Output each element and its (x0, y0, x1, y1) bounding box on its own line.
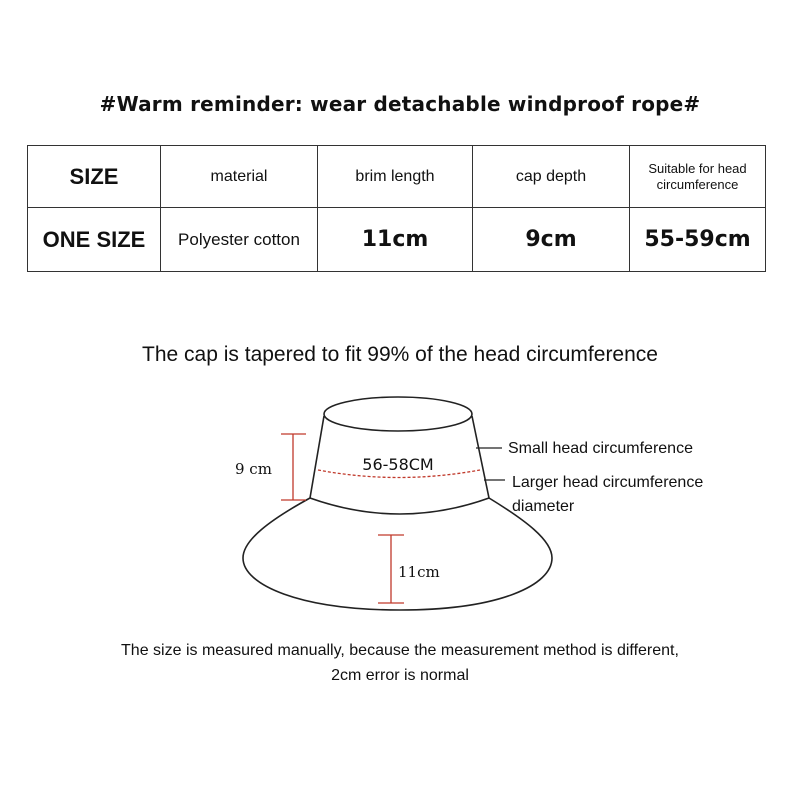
measurement-note-line1: The size is measured manually, because the measurement method is different, (121, 642, 679, 659)
value-material: Polyester cotton (161, 208, 318, 272)
warm-reminder: #Warm reminder: wear detachable windproof rope# (99, 92, 701, 116)
header-brim-length: brim length (318, 146, 473, 208)
brim-label: 11cm (398, 563, 440, 581)
value-cap-depth: 9cm (473, 208, 630, 272)
value-size: ONE SIZE (28, 208, 161, 272)
header-cap-depth: cap depth (473, 146, 630, 208)
value-brim-length: 11cm (318, 208, 473, 272)
measurement-note-line2: 2cm error is normal (331, 667, 469, 684)
crown-circumference-label: 56-58CM (362, 455, 434, 474)
hat-brim-outline (243, 498, 552, 610)
depth-label: 9 cm (235, 460, 272, 478)
small-head-label: Small head circumference (508, 440, 693, 457)
header-head-line1: Suitable for head (648, 160, 747, 176)
header-head-line2: circumference (656, 176, 739, 192)
hat-crown-right (472, 416, 489, 498)
header-size: SIZE (28, 146, 161, 208)
hat-crown-top (324, 397, 472, 431)
hat-diagram (0, 390, 800, 620)
size-table (27, 145, 766, 272)
table-row (28, 208, 766, 272)
larger-head-label: Larger head circumference (512, 474, 704, 491)
header-material: material (161, 146, 318, 208)
hat-crown-left (310, 416, 324, 498)
tapered-caption: The cap is tapered to fit 99% of the head circumference (142, 343, 658, 366)
larger-head-label-diameter: diameter (512, 498, 575, 515)
hat-crown-base (310, 498, 489, 514)
table-header-row (28, 146, 766, 208)
header-head-circumference (630, 146, 766, 208)
measurement-note (0, 638, 800, 688)
value-head-circumference: 55-59cm (630, 208, 766, 272)
